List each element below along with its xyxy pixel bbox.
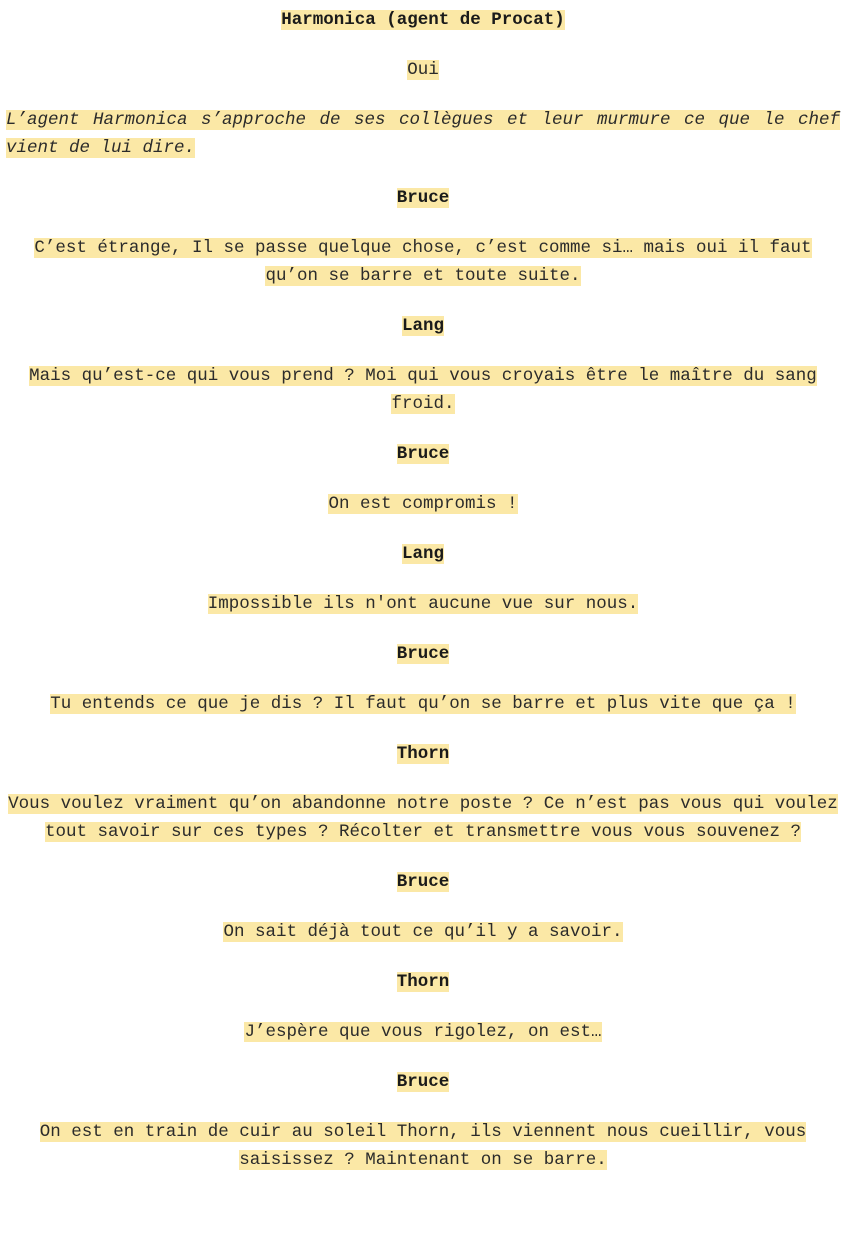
speaker-name: Thorn (396, 744, 450, 764)
dialogue-line: On sait déjà tout ce qu’il y a savoir. (223, 922, 623, 942)
speaker-name: Bruce (396, 1072, 450, 1092)
speaker-name: Bruce (396, 644, 450, 664)
speaker-name: Thorn (396, 972, 450, 992)
dialogue-line: Tu entends ce que je dis ? Il faut qu’on se barre et plus vite que ça ! (50, 694, 796, 714)
speaker-name: Harmonica (agent de Procat) (281, 10, 565, 30)
dialogue-line: Oui (407, 60, 439, 80)
screenplay-page (6, 0, 840, 1174)
dialogue-line: J’espère que vous rigolez, on est… (244, 1022, 602, 1042)
speaker-name: Lang (401, 544, 444, 564)
dialogue-line: C’est étrange, Il se passe quelque chose, c’est comme si… mais oui il faut qu’on se barre et toute suite. (34, 238, 812, 286)
speaker-name: Bruce (396, 872, 450, 892)
dialogue-line: On est compromis ! (328, 494, 518, 514)
speaker-name: Bruce (396, 444, 450, 464)
dialogue-line: Mais qu’est-ce qui vous prend ? Moi qui vous croyais être le maître du sang froid. (29, 366, 817, 414)
dialogue-line: Vous voulez vraiment qu’on abandonne notre poste ? Ce n’est pas vous qui voulez tout savoir sur ces types ? Récolter et transmettre vous vous souvenez ? (8, 794, 838, 842)
speaker-name: Bruce (396, 188, 450, 208)
dialogue-line: Impossible ils n'ont aucune vue sur nous. (207, 594, 639, 614)
action-line: L’agent Harmonica s’approche de ses collègues et leur murmure ce que le chef vient de lui dire. (6, 110, 840, 158)
dialogue-line: On est en train de cuir au soleil Thorn, ils viennent nous cueillir, vous saisissez ? Maintenant on se barre. (39, 1122, 807, 1170)
speaker-name: Lang (401, 316, 444, 336)
